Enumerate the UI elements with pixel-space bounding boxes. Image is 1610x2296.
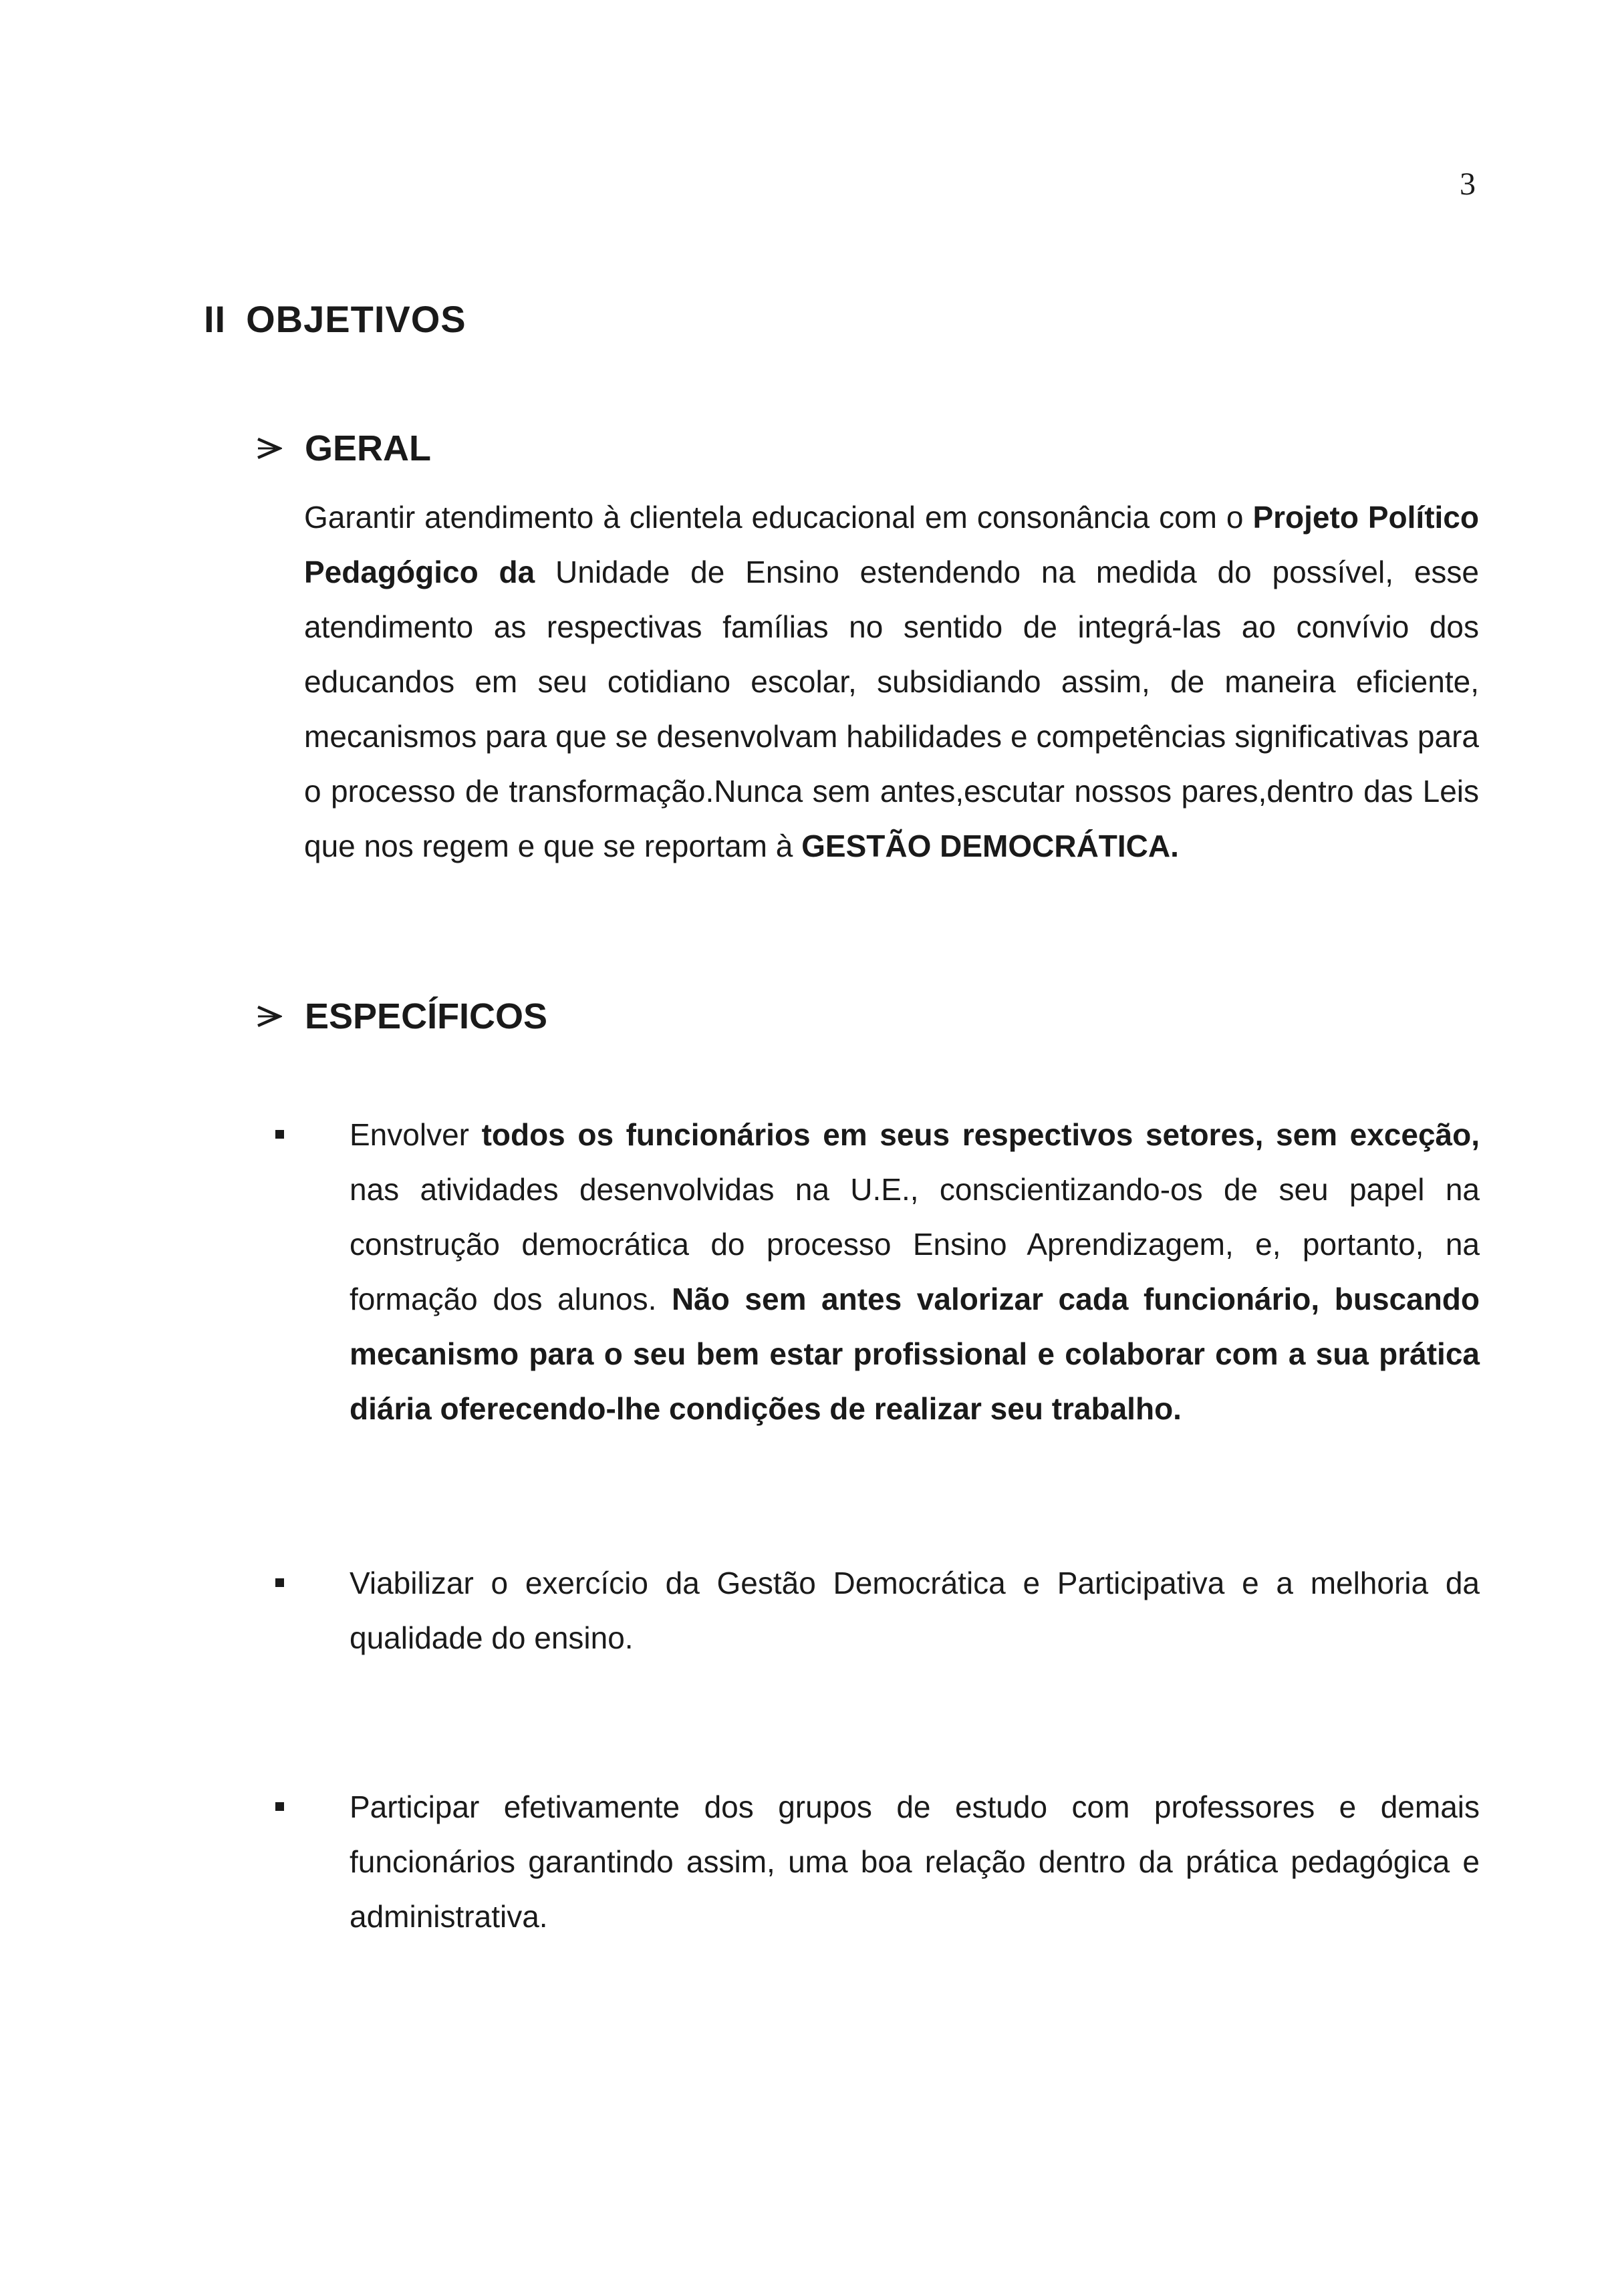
especificos-heading-text: ESPECÍFICOS <box>305 996 548 1036</box>
especificos-heading <box>255 996 547 1037</box>
geral-heading <box>255 428 431 469</box>
geral-text-1: Garantir atendimento à clientela educacional em consonância com o <box>304 500 1253 535</box>
section-numeral: II <box>204 298 227 340</box>
arrow-bullet-icon <box>255 435 282 462</box>
section-title-text: OBJETIVOS <box>246 298 466 340</box>
list-item <box>275 1779 1480 1944</box>
page-number: 3 <box>1460 166 1476 202</box>
list-item <box>275 1556 1480 1665</box>
geral-heading-text: GERAL <box>305 428 431 468</box>
list-item-text: Participar efetivamente dos grupos de estudo com professores e demais funcionários garantindo assim, uma boa relação dentro da prática pedagógica e administrativa. <box>350 1789 1480 1934</box>
geral-bold-1: Projeto Político Pedagógico da <box>304 500 1479 589</box>
item1-text-1: Envolver <box>350 1117 482 1152</box>
square-bullet-icon <box>275 1802 284 1811</box>
item1-bold-2: Não sem antes valorizar cada funcionário, buscando mecanismo para o seu bem estar profissional e colaborar com a sua prática diária oferecendo-lhe condições de realizar seu trabalho. <box>350 1282 1480 1426</box>
geral-bold-2: GESTÃO DEMOCRÁTICA. <box>801 829 1179 863</box>
list-item-text <box>350 1107 1480 1436</box>
square-bullet-icon <box>275 1130 284 1139</box>
list-item-text: Viabilizar o exercício da Gestão Democrática e Participativa e a melhoria da qualidade do ensino. <box>350 1566 1480 1655</box>
item1-text-2: nas atividades desenvolvidas na U.E., conscientizando-os de seu papel na construção democrática do processo Ensino Aprendizagem, e, portanto, na formação dos alunos. <box>350 1172 1480 1316</box>
square-bullet-icon <box>275 1578 284 1587</box>
item1-bold-1: todos os funcionários em seus respectivos setores, sem exceção, <box>481 1117 1480 1152</box>
arrow-bullet-icon <box>255 1003 282 1030</box>
geral-paragraph <box>304 490 1479 873</box>
list-item <box>275 1107 1480 1436</box>
section-title <box>204 297 466 341</box>
geral-text-2: Unidade de Ensino estendendo na medida do possível, esse atendimento as respectivas famílias no sentido de integrá-las ao convívio dos educandos em seu cotidiano escolar, subsidiando assim, de maneira eficiente, mecanismos para que se desenvolvam habilidades e competências significativas para o processo de transformação.Nunca sem antes,escutar nossos pares,dentro das Leis que nos regem e que se reportam à <box>304 555 1479 863</box>
